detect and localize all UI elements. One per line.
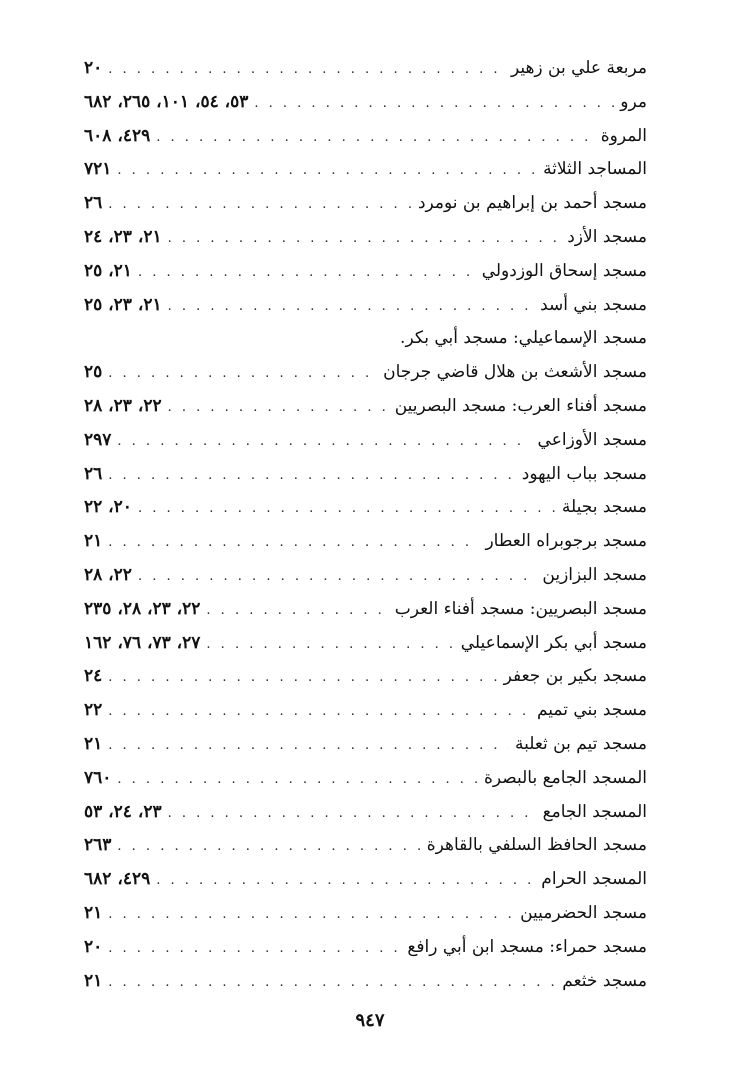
entry-pages: ٤٢٩، ٦٠٨	[84, 125, 151, 146]
entry-term: مسجد حمراء: مسجد ابن أبي رافع	[407, 936, 647, 957]
entry-term: مسجد البصريين: مسجد أفناء العرب	[394, 598, 647, 619]
dot-leader	[117, 154, 537, 187]
entry-pages: ٢١، ٢٥	[84, 260, 132, 281]
index-entry	[84, 356, 647, 390]
entry-pages: ٢١، ٢٣، ٢٥	[84, 294, 162, 315]
dot-leader	[138, 560, 536, 593]
index-entry	[84, 931, 647, 965]
index-entry	[84, 897, 647, 931]
index-list	[84, 52, 647, 998]
index-entry	[84, 153, 647, 187]
dot-leader	[254, 87, 614, 120]
index-entry	[84, 390, 647, 424]
index-entry	[84, 120, 647, 154]
entry-term: المروة	[600, 125, 647, 146]
dot-leader	[206, 628, 454, 661]
index-entry	[84, 221, 647, 255]
index-entry	[84, 829, 647, 863]
entry-term: المسجد الجامع	[542, 801, 647, 822]
index-entry	[84, 187, 647, 221]
dot-leader	[168, 391, 389, 424]
entry-pages: ٢٦٣	[84, 835, 112, 856]
entry-term: مسجد الأوزاعي	[537, 429, 647, 450]
page-number: ٩٤٧	[355, 1010, 385, 1031]
dot-leader	[117, 830, 420, 863]
index-entry	[84, 525, 647, 559]
dot-leader	[206, 594, 388, 627]
index-entry	[84, 424, 647, 458]
dot-leader	[108, 695, 531, 728]
entry-pages: ٢٧، ٧٣، ٧٦، ١٦٢	[84, 632, 201, 653]
index-entry	[84, 458, 647, 492]
dot-leader	[168, 222, 562, 255]
entry-pages: ٢١، ٢٣، ٢٤	[84, 226, 162, 247]
entry-term: مسجد أحمد بن إبراهيم بن نومرد	[417, 193, 647, 214]
entry-term: مسجد الحافظ السلفي بالقاهرة	[426, 835, 647, 856]
entry-term: مسجد بباب اليهود	[521, 463, 647, 484]
entry-term: مسجد البزازين	[542, 564, 647, 585]
index-entry	[84, 491, 647, 525]
entry-term: مسجد بجيلة	[561, 497, 647, 518]
entry-pages: ٢١	[84, 970, 103, 991]
entry-term: مسجد الأزد	[567, 226, 647, 247]
dot-leader	[108, 966, 556, 999]
dot-leader	[108, 459, 515, 492]
entry-term: المسجد الحرام	[541, 869, 647, 890]
entry-term: مسجد بني تميم	[536, 700, 647, 721]
index-entry	[84, 322, 647, 356]
index-entry	[84, 694, 647, 728]
index-entry	[84, 255, 647, 289]
entry-pages: ٢٢	[84, 700, 103, 721]
dot-leader	[108, 188, 412, 221]
index-entry	[84, 728, 647, 762]
index-entry	[84, 863, 647, 897]
entry-term: مسجد إسحاق الوزدولي	[481, 260, 647, 281]
entry-pages: ٤٢٩، ٦٨٢	[84, 869, 151, 890]
dot-leader	[108, 526, 479, 559]
dot-leader	[108, 661, 497, 694]
dot-leader	[117, 425, 531, 458]
entry-term: مسجد بكير بن جعفر	[503, 666, 647, 687]
entry-pages: ٢١	[84, 902, 103, 923]
index-entry	[84, 627, 647, 661]
entry-pages: ٢٢، ٢٣، ٢٨، ٢٣٥	[84, 598, 201, 619]
entry-pages: ٢٠	[84, 936, 103, 957]
entry-term: مسجد برجوبراه العطار	[485, 531, 647, 552]
index-entry	[84, 762, 647, 796]
entry-term: مسجد الحضرميين	[520, 902, 647, 923]
index-entry	[84, 86, 647, 120]
entry-pages: ٢٣، ٢٤، ٥٣	[84, 801, 162, 822]
dot-leader	[168, 797, 537, 830]
entry-pages: ٥٣، ٥٤، ١٠١، ٢٦٥، ٦٨٢	[84, 91, 249, 112]
dot-leader	[168, 290, 534, 323]
entry-pages: ٢٦	[84, 193, 103, 214]
entry-pages: ٢٢، ٢٨	[84, 564, 132, 585]
dot-leader	[108, 53, 505, 86]
entry-pages: ٢٢، ٢٣، ٢٨	[84, 395, 162, 416]
entry-term: مسجد الأشعث بن هلال قاضي جرجان	[383, 362, 647, 383]
entry-pages: ٢١	[84, 733, 103, 754]
entry-pages: ٢٥	[84, 362, 103, 383]
index-entry	[84, 796, 647, 830]
index-entry	[84, 52, 647, 86]
entry-term: مسجد أبي بكر الإسماعيلي	[460, 632, 647, 653]
entry-term: مسجد أفناء العرب: مسجد البصريين	[394, 395, 647, 416]
dot-leader	[138, 492, 556, 525]
index-entry	[84, 660, 647, 694]
index-entry	[84, 289, 647, 323]
entry-pages: ٢٤	[84, 666, 103, 687]
dot-leader	[108, 729, 509, 762]
entry-term: مسجد تيم بن ثعلبة	[514, 733, 647, 754]
entry-pages: ٢٩٧	[84, 429, 112, 450]
entry-term: مرو	[620, 91, 647, 112]
dot-leader	[156, 864, 535, 897]
dot-leader	[156, 121, 595, 154]
entry-pages: ٢٠، ٢٢	[84, 497, 132, 518]
dot-leader	[117, 763, 478, 796]
index-entry	[84, 593, 647, 627]
dot-leader	[108, 357, 377, 390]
entry-pages: ٧٢١	[84, 159, 112, 180]
dot-leader	[138, 256, 476, 289]
entry-pages: ٢٠	[84, 58, 103, 78]
entry-term: مسجد الإسماعيلي: مسجد أبي بكر.	[400, 328, 647, 349]
index-entry	[84, 965, 647, 999]
entry-term: مربعة علي بن زهير	[510, 58, 647, 78]
entry-pages: ٢٦	[84, 463, 103, 484]
dot-leader	[108, 932, 401, 965]
index-entry	[84, 559, 647, 593]
entry-term: مسجد بني أسد	[540, 294, 647, 315]
entry-term: مسجد خثعم	[562, 970, 647, 991]
entry-pages: ٢١	[84, 531, 103, 552]
entry-term: المساجد الثلاثة	[543, 159, 647, 180]
dot-leader	[108, 898, 514, 931]
entry-pages: ٧٦٠	[84, 767, 112, 788]
entry-term: المسجد الجامع بالبصرة	[483, 767, 647, 788]
